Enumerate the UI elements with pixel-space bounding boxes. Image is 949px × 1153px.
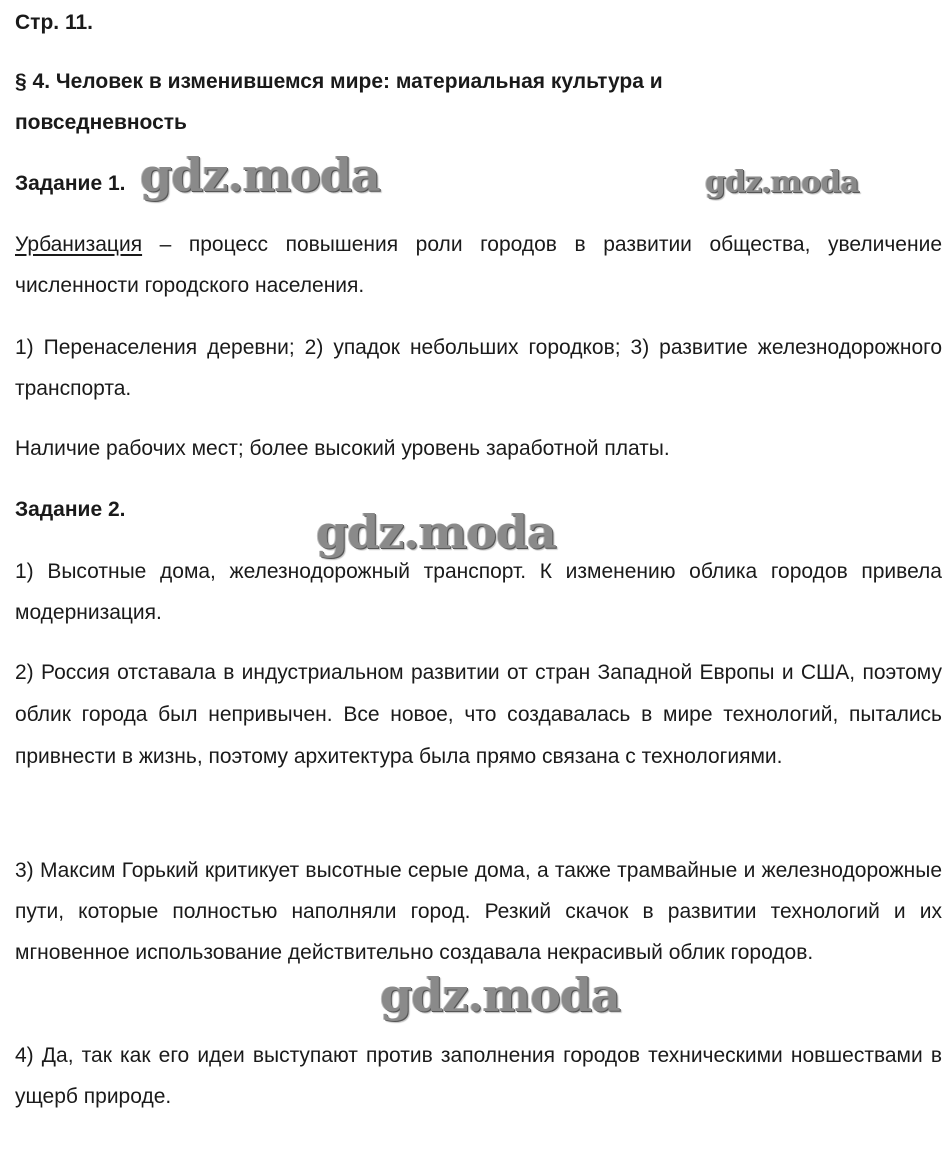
task2-answer-2: 2) Россия отставала в индустриальном развитии от стран Западной Европы и США, поэтому облик города был непривычен. Все новое, что создавалась в мире технологий, пытались привнести в жизнь, поэтому архитектура была прямо связана с технологиями. <box>15 661 942 768</box>
task2-answer-3: 3) Максим Горький критикует высотные серые дома, а также трамвайные и железнодорожные пути, которые полностью наполняли город. Резкий скачок в развитии технологий и их мгновенное использование действительно создавала некрасивый облик городов. <box>15 859 942 964</box>
watermark-logo: gdz.moda <box>705 165 859 200</box>
task2-answer-4: 4) Да, так как его идеи выступают против заполнения городов техническими новшествами в ущерб природе. <box>15 1044 942 1108</box>
watermark-logo: gdz.moda <box>316 505 556 559</box>
task1-answer-3: Наличие рабочих мест; более высокий уровень заработной платы. <box>15 437 670 460</box>
task1-answer-2: 1) Перенаселения деревни; 2) упадок небольших городков; 3) развитие железнодорожного транспорта. <box>15 336 942 400</box>
task1-heading: Задание 1. <box>15 172 126 195</box>
task2-answer-1: 1) Высотные дома, железнодорожный транспорт. К изменению облика городов привела модернизация. <box>15 560 942 624</box>
section-title: § 4. Человек в изменившемся мире: материальная культура и повседневность <box>15 70 663 134</box>
term-urbanization: Урбанизация <box>15 233 143 256</box>
task1-definition <box>15 224 942 306</box>
task2-heading: Задание 2. <box>15 498 126 521</box>
watermark-logo: gdz.moda <box>140 148 380 202</box>
page-number: Стр. 11. <box>15 11 93 34</box>
watermark-logo: gdz.moda <box>380 968 620 1022</box>
term-definition: – процесс повышения роли городов в развитии общества, увеличение численности городского населения. <box>15 233 942 297</box>
